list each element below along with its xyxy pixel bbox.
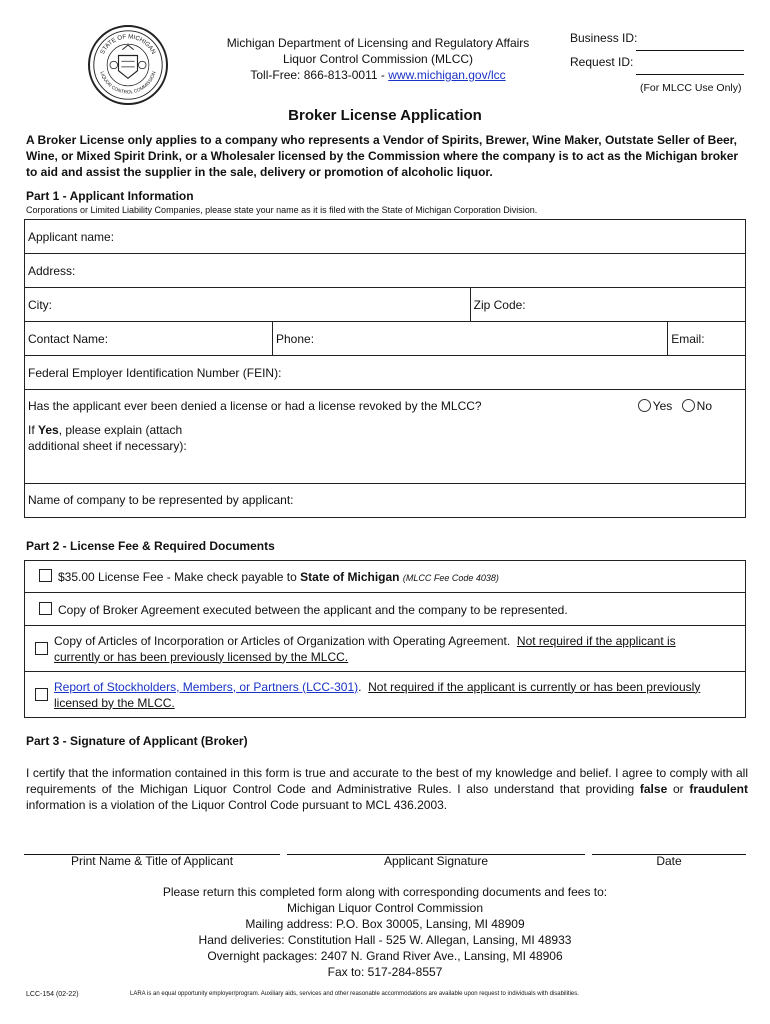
request-id-label: Request ID: [570,55,634,69]
header-line2: Liquor Control Commission (MLCC) [282,52,474,66]
explain-yes: Yes [38,423,59,437]
explain-suffix: , please explain (attach [58,423,183,437]
website-link[interactable]: www.michigan.gov/lcc [388,68,506,82]
applicant-name-label: Applicant name: [28,230,115,244]
business-id-label: Business ID: [570,31,638,45]
date-label: Date [656,854,682,868]
eeo-statement: LARA is an equal opportunity employer/program. Auxiliary aids, services and other reasonable accommodations are available upon request to individuals with disabilities. [130,991,579,997]
overnight-address: Overnight packages: 2407 N. Grand River Ave., Lansing, MI 48906 [207,949,563,963]
request-id-field[interactable] [636,74,744,75]
zip-field[interactable] [470,288,745,322]
city-field[interactable] [25,288,471,322]
header-tollfree: Toll-Free: 866-813-0011 - [250,68,389,82]
explanation-field[interactable] [28,422,742,454]
explain-prefix: If [28,423,39,437]
address-field[interactable] [25,254,746,288]
articles-checkbox[interactable] [35,642,48,655]
mlcc-seal [88,25,168,105]
fein-label: Federal Employer Identification Number (FEIN): [28,366,282,380]
zip-label: Zip Code: [473,298,526,312]
email-label: Email: [671,332,705,346]
header-line1: Michigan Department of Licensing and Regulatory Affairs [226,36,530,50]
signature-label: Applicant Signature [383,854,489,868]
report-note-2: licensed by the MLCC. [54,695,175,710]
no-label: No [696,399,712,413]
explain-line2: additional sheet if necessary): [28,439,187,453]
articles-note-1: Not required if the applicant is [516,633,676,648]
part2-heading: Part 2 - License Fee & Required Documents [26,539,275,553]
fee-payee: State of Michigan [300,570,400,584]
fee-code: (MLCC Fee Code 4038) [402,573,499,583]
applicant-name-field[interactable] [25,220,746,254]
seal-text-bottom: LIQUOR CONTROL COMMISSION [98,71,158,96]
form-code: LCC-154 (02-22) [26,991,79,998]
fein-field[interactable] [25,356,746,390]
phone-label: Phone: [276,332,315,346]
yes-radio[interactable] [638,399,651,412]
required-documents-table: $35.00 License Fee - Make check payable to State of Michigan (MLCC Fee Code 4038) Copy of Broker Agreement executed between the applicant and the company to be represented. Copy of Articles of Incorporation or Articles of Organization with Operating Agreement. Not required if the applicant is currently or has been previously licensed by the MLCC. Report of Stockholders, Members, or Partners (LCC-301). Not required if the applicant is currently or has been previously licensed by the MLCC. [24,560,746,718]
applicant-info-table [24,219,746,518]
fax-number: Fax to: 517-284-8557 [327,965,443,979]
hand-delivery-address: Hand deliveries: Constitution Hall - 525 W. Allegan, Lansing, MI 48933 [198,933,572,947]
cert-part1: I certify that the information contained in this form is true and accurate to the best of my knowledge and belief. I agree to comply with all requirements of the Michigan Liquor Control Code and Administrative Rules. I also understand that providing [26,766,748,796]
contact-name-label: Contact Name: [28,332,109,346]
denial-question-cell [25,390,746,484]
part1-subtext: Corporations or Limited Liability Companies, please state your name as it is filed with the State of Michigan Corporation Division. [26,205,538,215]
lcc-301-link[interactable]: Report of Stockholders, Members, or Partners (LCC-301) [54,679,359,694]
return-line2: Michigan Liquor Control Commission [286,901,484,915]
mailing-address: Mailing address: P.O. Box 30005, Lansing, MI 48909 [245,917,525,931]
city-label: City: [28,298,52,312]
email-field[interactable] [668,322,746,356]
agency-header [218,35,538,83]
return-line1: Please return this completed form along with corresponding documents and fees to: [162,885,608,899]
intro-text: A Broker License only applies to a company who represents a Vendor of Spirits, Brewer, Wine Maker, Outstate Seller of Beer, Wine, or Mixed Spirit Drink, or a Wholesaler licensed by the Commission where the company is to act as the Michigan broker to aid and assist the supplier in the sale, delivery or promotion of alcoholic liquor. [26,133,739,179]
part3-heading: Part 3 - Signature of Applicant (Broker) [26,734,248,748]
business-id-field[interactable] [636,50,744,51]
fee-text: $35.00 License Fee - Make check payable to [58,570,301,584]
cert-fraudulent: fraudulent [689,782,749,796]
seal-text-top: STATE OF MICHIGAN [99,33,157,56]
company-name-label: Name of company to be represented by applicant: [28,493,294,507]
agreement-checkbox[interactable] [39,602,52,615]
articles-text: Copy of Articles of Incorporation or Articles of Organization with Operating Agreement. [54,633,511,648]
no-radio[interactable] [682,399,695,412]
certification-text [26,765,748,813]
fee-checkbox[interactable] [39,569,52,582]
address-label: Address: [28,264,76,278]
cert-false: false [639,782,668,796]
form-title: Broker License Application [288,107,482,124]
yes-label: Yes [652,399,673,413]
cert-part2: information is a violation of the Liquor Control Code pursuant to MCL 436.2003. [26,798,448,812]
cert-or: or [667,782,690,796]
report-checkbox[interactable] [35,688,48,701]
articles-note-2: currently or has been previously licensed by the MLCC. [54,649,349,664]
phone-field[interactable] [273,322,668,356]
contact-name-field[interactable] [25,322,273,356]
office-use-note: (For MLCC Use Only) [640,82,742,94]
return-instructions [0,884,770,980]
print-name-label: Print Name & Title of Applicant [70,854,234,868]
agreement-text: Copy of Broker Agreement executed between the applicant and the company to be represented. [58,602,568,617]
company-name-field[interactable] [25,484,746,518]
part1-heading: Part 1 - Applicant Information [26,189,194,203]
denial-question: Has the applicant ever been denied a license or had a license revoked by the MLCC? [28,399,482,413]
report-note-1: Not required if the applicant is currently or has been previously [368,679,701,694]
